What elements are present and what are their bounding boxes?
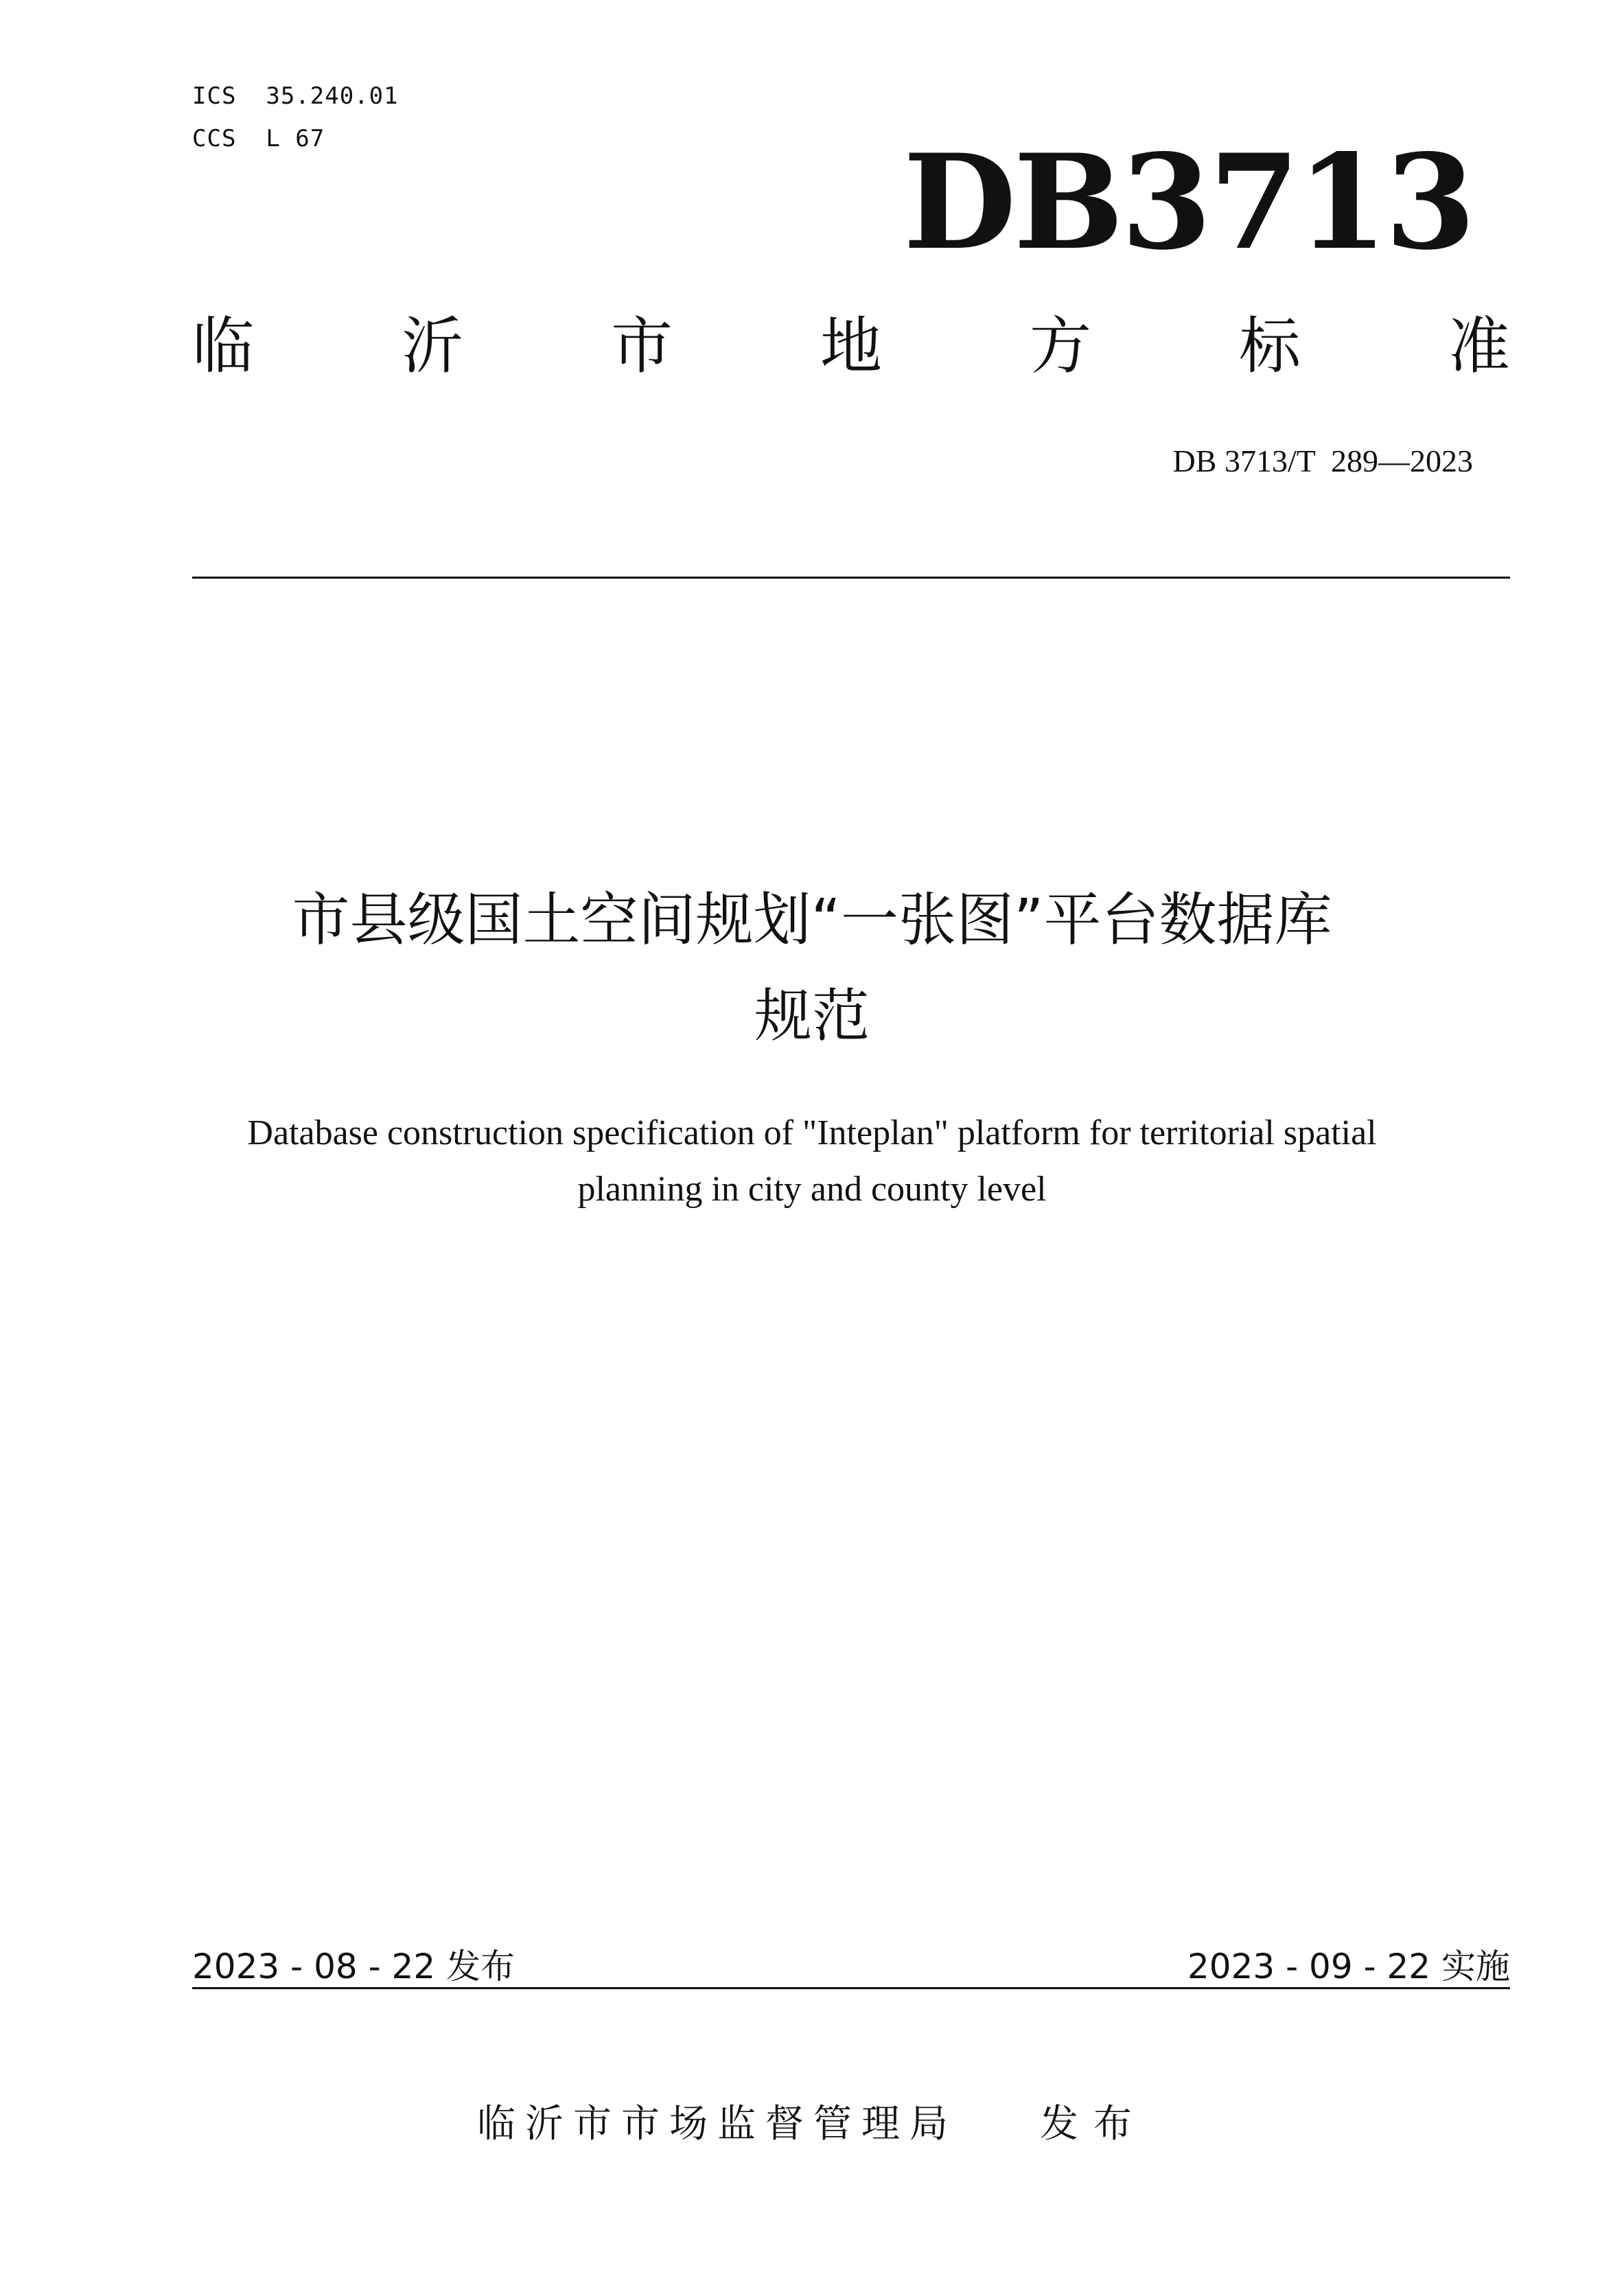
- document-title-zh: [124, 872, 1500, 1064]
- publish-label: 发布: [1040, 2102, 1147, 2146]
- standard-type-heading: [192, 310, 1510, 382]
- title-zh-line-2: 规范: [754, 982, 870, 1050]
- issue-date: 2023 - 08 - 22 发布: [192, 1947, 515, 1986]
- publisher-organization: 临沂市市场监督管理局: [477, 2102, 958, 2146]
- standard-type-char: 标: [1239, 310, 1301, 382]
- standard-type-char: 沂: [402, 310, 463, 382]
- standard-type-char: 方: [1030, 310, 1091, 382]
- standard-type-char: 准: [1448, 310, 1510, 382]
- title-en-line-2: planning in city and county level: [577, 1170, 1047, 1209]
- standard-type-char: 临: [192, 310, 254, 382]
- implementation-date: 2023 - 09 - 22 实施: [1187, 1947, 1510, 1986]
- ics-code: ICS 35.240.01: [192, 82, 399, 110]
- publisher-line: [0, 2094, 1624, 2148]
- standard-number: DB 3713/T 289—2023: [1172, 443, 1473, 478]
- title-zh-line-1: 市县级国土空间规划“一张图”平台数据库: [292, 886, 1332, 953]
- standard-logo-mark: DB3713: [903, 126, 1473, 279]
- top-divider: [192, 577, 1510, 579]
- title-en-line-1: Database construction specification of "Inteplan" platform for territorial spatial: [247, 1113, 1377, 1152]
- standard-type-char: 地: [820, 310, 882, 382]
- ccs-code: CCS L 67: [192, 125, 325, 152]
- standard-type-char: 市: [611, 310, 673, 382]
- document-title-en: [124, 1105, 1500, 1218]
- bottom-divider: [192, 1987, 1510, 1989]
